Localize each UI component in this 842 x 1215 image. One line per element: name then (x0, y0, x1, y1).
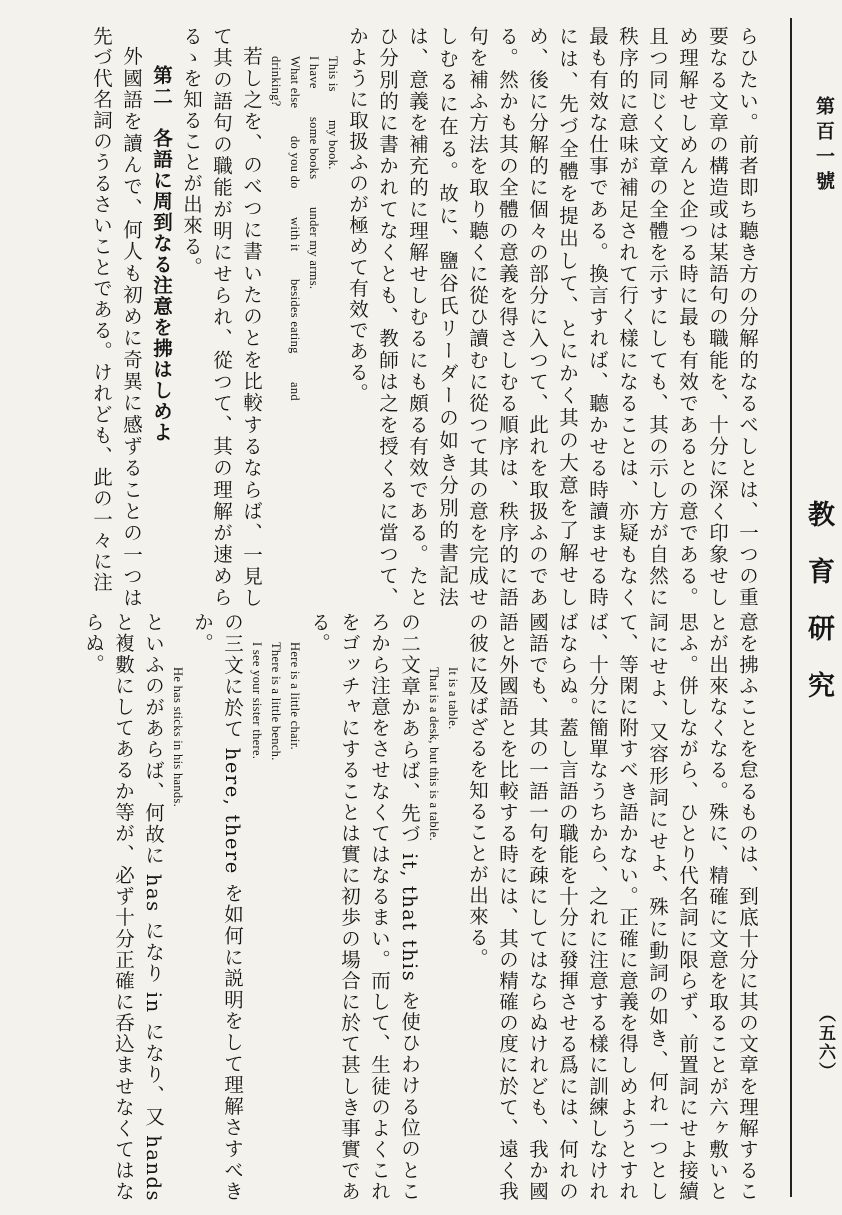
english-example-4: He has sticks in his hands. (171, 667, 185, 808)
journal-title: 教育研究 (803, 500, 834, 728)
paragraph: といふのがあらば、何故に has になり in になり、又 hands と複數にしてあるか等が、必ず十分正確に呑込ませなくてはならぬ。 (82, 612, 165, 1202)
paragraph: の三文に於て here, there を如何に説明をして理解さすべきか。 (191, 612, 244, 1202)
paragraph: らひたい。前者即ち聽き方の分解的なるべしとは、一つの重要なる文章の構造或は某語句の職能を、十分に深く印象せしめ理解せしめんと企つる時に最も有效であるとの意である。且つ同じく文章の全體を示すにしても、其の示し方が自然に秩序的に意味が補足されて行く樣になることは、亦疑もなく最も有效な仕事である。換言すれば、聽かせる時讀ませる時には、先づ全體を提出して、とにかく其の大意を了解せしめ、後に分解的に個々の部分に入つて、此れを取扱ふのである。然かも其の全體の意義を得さしむる順序は、秩序的に語句を補ふ方法を取り聽くに從ひ讀むに從つて其の意を完成せしむるに在る。故に、鹽谷氏リーダーの如き分別的書記法は、意義を補充的に理解せしむるにも頗る有效である。たとひ分別的に書かれてなくとも、教師は之を授くるに當つて、かように取扱ふのが極めて有效である。 (346, 26, 759, 609)
paragraph: 若し之を、のべつに書いたのとを比較するならば、一見して其の語句の職能が明にせられ、從つて、其の理解が速めらるゝを知ることが出來る。 (180, 26, 263, 608)
section-heading: 第二 各語に周到なる注意を拂はしめよ (150, 65, 173, 443)
paragraph: 外國語を讀んで、何人も初めに奇異に感ずることの一つは先づ代名詞のうるさいことである。けれども、此の一々に注 (90, 26, 143, 608)
english-example-2: It is a table. That is a desk, but this is a table. (427, 667, 460, 841)
page-number: （五六） (815, 1005, 835, 1081)
upper-text-block (22, 26, 762, 608)
english-example-1: This ismy book. I havesome booksunder my arms. What elsedo you dowith itbesides eatingand drinking? (269, 56, 340, 402)
paragraph: 意を拂ふことを怠るものは、到底十分に其の文章を理解することが出來なくなる。殊に、精確に文意を取ることが六ヶ敷いと思ふ。併しながら、ひとり代名詞に限らず、前置詞にせよ接續詞にせよ、又容形詞にせよ、殊に動詞の如き、何れ一つとして、等閑に附すべき語かない。正確に意義を得しめようとすれば、十分に簡單なうちから、之れに注意する樣に訓練しなければならぬ。蓋し言語の職能を十分に發揮させる爲には、何れの國語でも、其の一語一句を疎にしてはならぬけれども、我か國語と外國語とを比較する時には、其の精確の度に於て、遠く我の彼に及ばざるを知ることが出來る。 (466, 612, 759, 1203)
paragraph: の二文章かあらば、先づ it, that this を使ひわける位のところから注意をさせなくてはなるまい。而して、生徒のよくこれをゴッチャにすることは實に初歩の場合に於て甚しき事實である。 (308, 612, 421, 1202)
running-header (784, 0, 842, 1215)
header-rule (790, 18, 792, 1197)
issue-number: 第百一號 (813, 96, 835, 196)
english-example-3: Here is a little chair. There is a little bench. I see your sister there. (250, 642, 302, 761)
lower-text-block (22, 612, 762, 1202)
